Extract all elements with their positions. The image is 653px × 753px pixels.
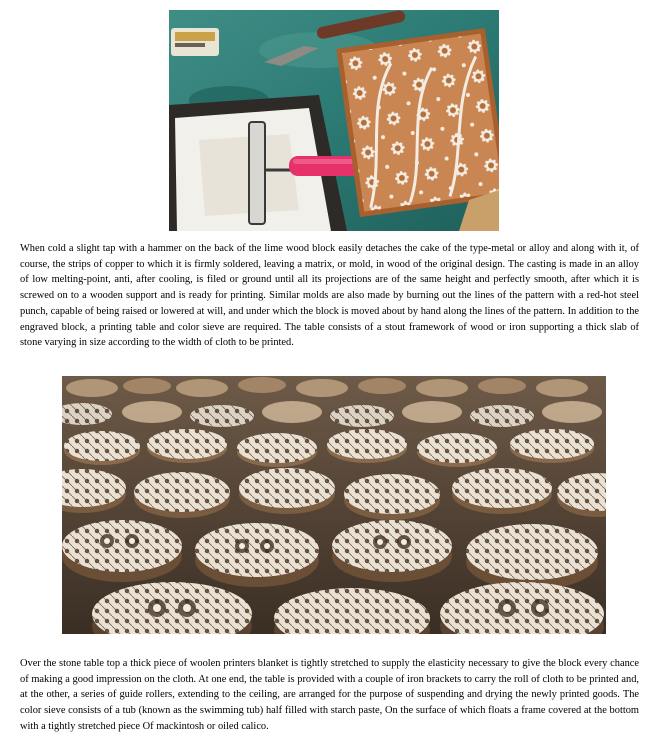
body-paragraph-2: Over the stone table top a thick piece of woolen printers blanket is tightly stretched to supply the elasticity necessary to give the block every chance of making a good impression on the cloth. At one end, the table is provided with a couple of iron brackets to carry the roll of cloth to be printed and, at the other, a series of guide rollers, extending to the ceiling, are arranged for the purpose of suspending and drying the newly printed goods. The color sieve consists of a tub (known as the swimming tub) half filled with starch paste, On the surface of which floats a frame covered at the bottom with a tightly stretched piece Of mackintosh or oiled calico. xyxy=(20,658,639,732)
linoleum-block-printing-photo xyxy=(169,10,499,231)
body-paragraph-1: When cold a slight tap with a hammer on the back of the lime wood block easily detaches the cake of the type-metal or alloy and along with it, of course, the strips of copper to which it is firmly soldered, leaving a matrix, or mold, in wood of the original design. The casting is made in an alloy of low melting-point, anti, after cooling, is filed or ground until all its projections are of the same height and perfectly smooth, after which it is screwed on to a wooden support and is ready for printing. Similar molds are also made by burning out the lines of the pattern with a red-hot steel punch, capable of being raised or lowered at will, and under which the block is moved about by hand along the lines of the pattern. In addition to the engraved block, a printing table and color sieve are required. The table consists of a stout framework of wood or iron supporting a thick slab of stone varying in size according to the width of cloth to be printed. xyxy=(20,243,639,349)
carved-wooden-printing-blocks-photo xyxy=(62,376,606,634)
